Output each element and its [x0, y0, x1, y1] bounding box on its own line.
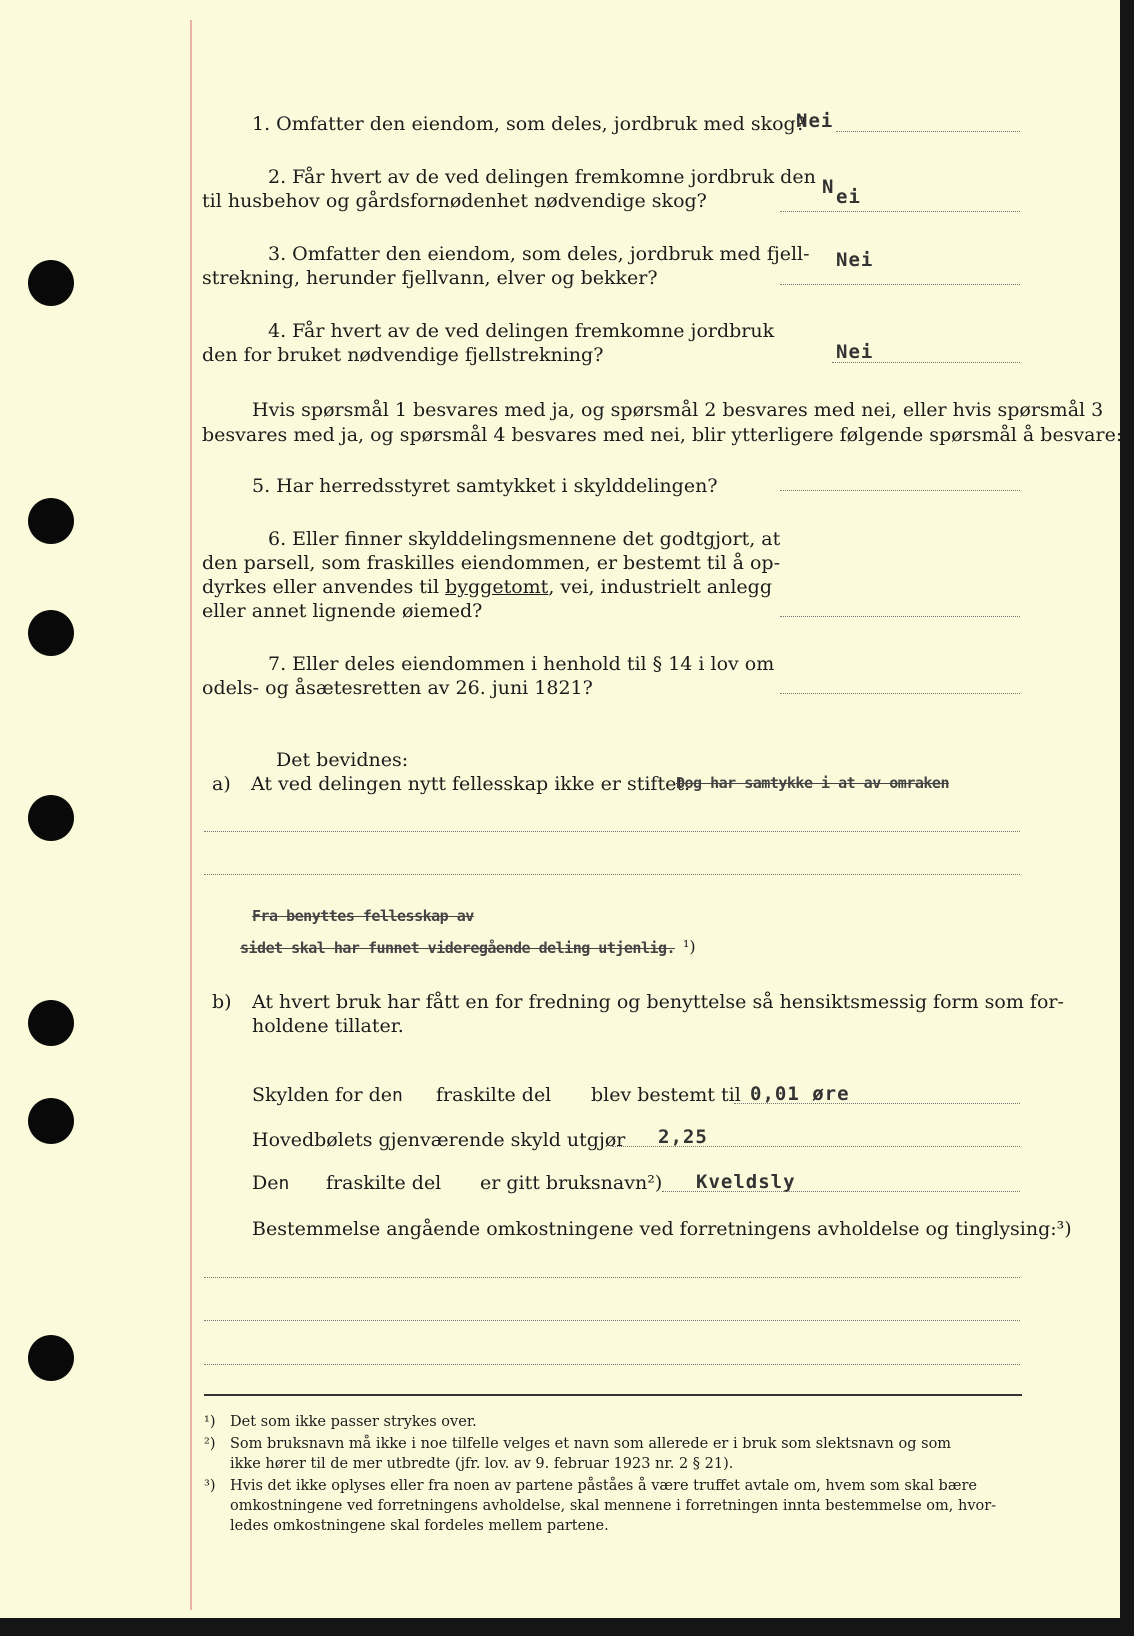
question-2-line2: til husbehov og gårdsfornødenhet nødvendige skog? — [202, 190, 707, 212]
question-3-line1: 3. Omfatter den eiendom, som deles, jordbruk med fjell- — [268, 243, 810, 265]
question-6-line3: dyrkes eller anvendes til byggetomt, vei, industrielt anlegg — [202, 576, 772, 598]
blank-line — [204, 1320, 1020, 1321]
condition-line2: besvares med ja, og spørsmål 4 besvares med nei, blir ytterligere følgende spørsmål å besvare: — [202, 424, 1123, 446]
footnote-3-line2: omkostningene ved forretningens avholdelse, skal mennene i forretningen innta bestemmelse om, hvor- — [230, 1498, 997, 1514]
answer-3: Nei — [836, 249, 874, 271]
question-5: 5. Har herredsstyret samtykket i skylddelingen? — [252, 475, 718, 497]
footnote-2-line2: ikke hører til de mer utbredte (jfr. lov. av 9. februar 1923 nr. 2 § 21). — [230, 1456, 734, 1472]
blank-line — [204, 874, 1020, 875]
question-6-line2: den parsell, som fraskilles eiendommen, er bestemt til å op- — [202, 552, 781, 574]
den-label-a: Den — [252, 1172, 290, 1194]
question-4-line2: den for bruket nødvendige fjellstrekning? — [202, 344, 604, 366]
answer-line — [662, 1191, 1020, 1192]
question-3-line2: strekning, herunder fjellvann, elver og bekker? — [202, 267, 658, 289]
den-label-c: er gitt bruksnavn²) — [480, 1172, 663, 1194]
footnote-3-mark: ³) — [204, 1478, 216, 1494]
struck-text: Dog har samtykke i at av omraken — [676, 774, 949, 792]
question-6-line1: 6. Eller finner skylddelingsmennene det godtgjort, at — [268, 528, 781, 550]
punch-hole — [28, 1098, 74, 1144]
footnote-ref: ¹) — [683, 937, 696, 956]
question-7-line2: odels- og åsætesretten av 26. juni 1821? — [202, 677, 593, 699]
answer-1: Nei — [796, 110, 834, 132]
answer-line — [780, 490, 1020, 491]
footnote-3-line3: ledes omkostningene skal fordeles mellem partene. — [230, 1518, 609, 1534]
margin-line — [190, 20, 192, 1610]
footnote-2-mark: ²) — [204, 1436, 216, 1452]
blank-line — [204, 1277, 1020, 1278]
struck-text: sidet skal har funnet videregående deling utjenlig. — [240, 939, 676, 957]
hoved-label: Hovedbølets gjenværende skyld utgjør — [252, 1129, 626, 1151]
certify-heading: Det bevidnes: — [276, 749, 409, 771]
footnote-1-mark: ¹) — [204, 1414, 216, 1430]
answer-line — [780, 616, 1020, 617]
footnote-3-line1: Hvis det ikke oplyses eller fra noen av partene påståes å være truffet avtale om, hvem som skal bære — [230, 1478, 977, 1494]
answer-line — [780, 284, 1020, 285]
question-4-line1: 4. Får hvert av de ved delingen fremkomne jordbruk — [268, 320, 775, 342]
certify-b-label: b) — [212, 991, 232, 1013]
punch-hole — [28, 260, 74, 306]
question-1: 1. Omfatter den eiendom, som deles, jordbruk med skog? — [252, 113, 806, 135]
condition-line1: Hvis spørsmål 1 besvares med ja, og spørsmål 2 besvares med nei, eller hvis spørsmål 3 — [252, 399, 1104, 421]
blank-line — [204, 831, 1020, 832]
skyld-label-b: fraskilte del — [436, 1084, 552, 1106]
footnote-2-line1: Som bruksnavn må ikke i noe tilfelle velges et navn som allerede er i bruk som slektsnavn og som — [230, 1436, 952, 1452]
skyld-value: 0,01 øre — [750, 1083, 850, 1105]
answer-line — [832, 362, 1020, 363]
hoved-value: 2,25 — [658, 1126, 708, 1148]
question-2-line1: 2. Får hvert av de ved delingen fremkomne jordbruk den — [268, 166, 816, 188]
certify-b-line1: At hvert bruk har fått en for fredning og benyttelse så hensiktsmessig form som for- — [252, 991, 1064, 1013]
skyld-label-c: blev bestemt til — [591, 1084, 741, 1106]
punch-hole — [28, 610, 74, 656]
punch-hole — [28, 1335, 74, 1381]
bestemmelse-label: Bestemmelse angående omkostningene ved forretningens avholdelse og tinglysing:³) — [252, 1218, 1072, 1240]
den-label-b: fraskilte del — [326, 1172, 442, 1194]
punch-hole — [28, 795, 74, 841]
certify-a-text: At ved delingen nytt fellesskap ikke er stiftet. — [251, 773, 691, 795]
answer-2-n: N — [822, 176, 835, 198]
certify-a-label: a) — [212, 773, 231, 795]
struck-text: Fra benyttes fellesskap av — [252, 907, 474, 925]
punch-hole — [28, 1000, 74, 1046]
answer-line — [780, 693, 1020, 694]
punch-hole — [28, 498, 74, 544]
question-7-line1: 7. Eller deles eiendommen i henhold til § 14 i lov om — [268, 653, 775, 675]
footnote-rule — [204, 1394, 1022, 1396]
answer-2-ei: ei — [836, 186, 861, 208]
den-value: Kveldsly — [696, 1171, 796, 1193]
footnote-1: Det som ikke passer strykes over. — [230, 1414, 477, 1430]
certify-b-line2: holdene tillater. — [252, 1015, 404, 1037]
answer-line — [734, 1103, 1020, 1104]
answer-line — [780, 211, 1020, 212]
question-6-line4: eller annet lignende øiemed? — [202, 600, 483, 622]
answer-4: Nei — [836, 341, 874, 363]
skyld-label-a: Skylden for den — [252, 1084, 403, 1106]
answer-line — [612, 1146, 1020, 1147]
answer-line — [836, 131, 1020, 132]
blank-line — [204, 1364, 1020, 1365]
